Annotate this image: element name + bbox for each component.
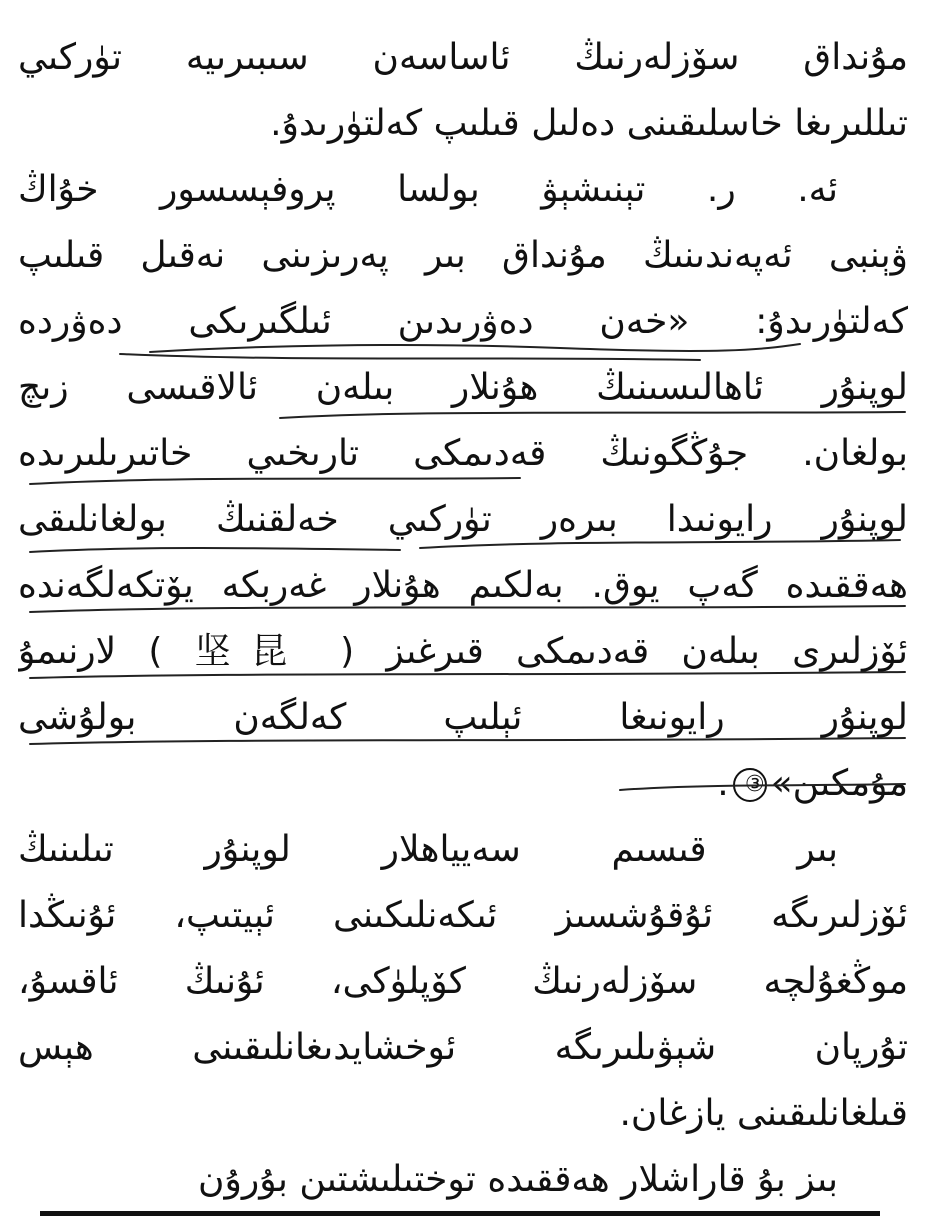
text-line-7: بولغان. جۇڭگونىڭ قەدىمكى تارىخىي خاتىرىلىرىدە: [18, 433, 908, 474]
bottom-rule: [40, 1211, 880, 1216]
text-line-18: بىز بۇ قاراشلار ھەققىدە توختىلىشتىن بۇرۇن: [198, 1159, 838, 1200]
text-line-16: تۇرپان شېۋىلىرىگە ئوخشايدىغانلىقىنى ھېس: [18, 1027, 908, 1068]
quote-end-text: مۇمكىن»: [770, 763, 908, 804]
text-line-14: ئۆزلىرىگە ئۇقۇشسىز ئىكەنلىكىنى ئېيتىپ، ئۇنىڭدا: [18, 895, 908, 936]
footnote-suffix: .: [717, 763, 729, 804]
text-line-2: تىللىرىغا خاسلىقىنى دەلىل قىلىپ كەلتۈرىدۇ.: [270, 103, 908, 144]
text-line-15: موڭغۇلچە سۆزلەرنىڭ كۆپلۈكى، ئۇنىڭ ئاقسۇ،: [18, 961, 908, 1002]
text-line-13: بىر قىسىم سەيياھلار لوپنۇر تىلىنىڭ: [18, 829, 838, 870]
text-line-1: مۇنداق سۆزلەرنىڭ ئاساسەن سىبىرىيە تۈركىي: [18, 37, 908, 78]
text-line-5: كەلتۈرىدۇ: «خەن دەۋرىدىن ئىلگىرىكى دەۋردە: [18, 301, 908, 342]
text-line-8: لوپنۇر رايونىدا بىرەر تۈركىي خەلقنىڭ بولغانلىقى: [18, 499, 908, 540]
text-line-6: لوپنۇر ئاھالىسىنىڭ ھۇنلار بىلەن ئالاقىسى زىچ: [18, 367, 908, 408]
text-line-3: ئە. ر. تېنىشېۋ بولسا پروفېسسور خۇاڭ: [18, 169, 838, 210]
text-line-4: ۋېنبى ئەپەندىنىڭ مۇنداق بىر پەرىزىنى نەقىل قىلىپ: [18, 235, 908, 276]
text-line-17: قىلغانلىقىنى يازغان.: [619, 1093, 908, 1134]
text-line-9: ھەققىدە گەپ يوق. بەلكىم ھۇنلار غەربكە يۆتكەلگەندە: [18, 565, 908, 606]
footnote-marker: ③: [733, 768, 767, 802]
text-line-10: ئۆزلىرى بىلەن قەدىمكى قىرغىز ( 坚昆 ) لارنىمۇ: [18, 631, 908, 672]
text-line-11: لوپنۇر رايونىغا ئېلىپ كەلگەن بولۇشى: [18, 697, 908, 738]
text-line-12: [18, 754, 908, 814]
